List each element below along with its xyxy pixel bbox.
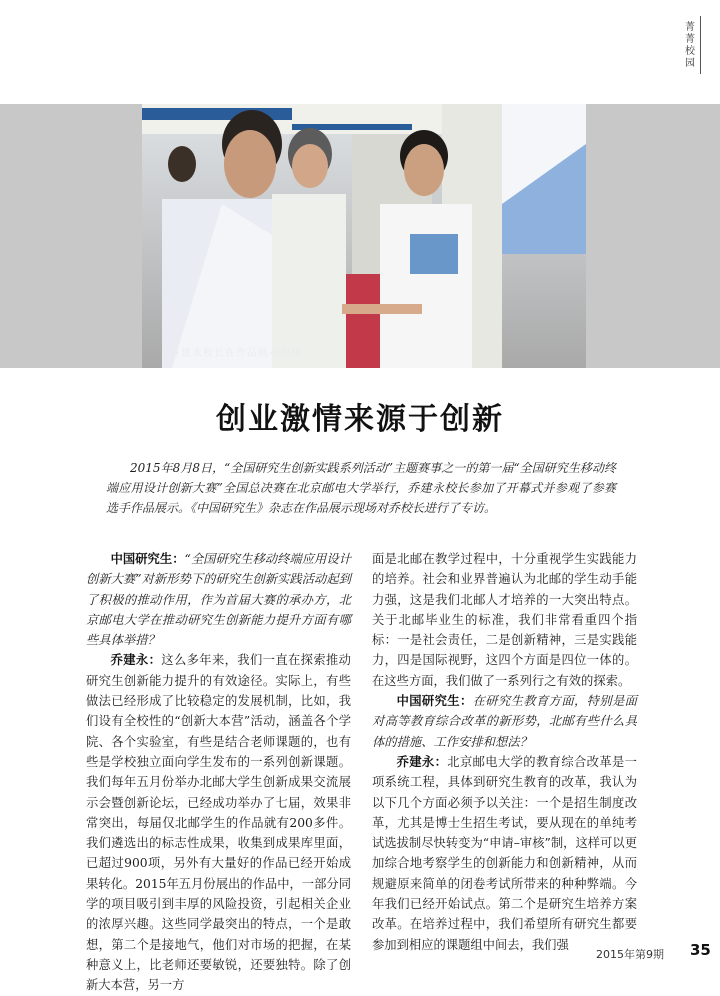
- section-tag: 菁菁校园: [685, 22, 695, 69]
- section-rule: [700, 16, 701, 74]
- photo-caption: 乔建永校长在作品展示现场: [170, 348, 302, 359]
- answer-1-speaker: 乔建永：: [110, 652, 162, 668]
- question-2-speaker: 中国研究生：: [396, 693, 473, 709]
- issue-label: 2015年第9期: [596, 948, 664, 961]
- exhibition-photo: [142, 104, 586, 368]
- answer-1: [86, 650, 351, 995]
- question-2: [372, 691, 637, 752]
- answer-1-text-left: 这么多年来，我们一直在探索推动研究生创新能力提升的有效途径。实际上，有些做法已经形成了比较稳定的发展机制，比如，我们设有全校性的“创新大本营”活动，涵盖各个学院、各个实验室，有些是结合老师课题的，也有些是学校独立面向学生发布的一系列创新课题。我们每年五月份举办北邮大学生创新成果交流展示会暨创新论坛，已经成功举办了七届，效果非常突出，每届仅北邮学生的作品就有200多件。我们遴选出的标志性成果，收集到成果库里面，已超过900项，另外有大量好的作品已经开始成果转化。2015年五月份展出的作品中，一部分同学的项目吸引到丰厚的风险投资，引起相关企业的浓厚兴趣。这些同学最突出的特点，一个是敢想，第二个是接地气，他们对市场的把握，在某种意义上，比老师还要敏锐，还要独特。除了创新大本营，另一方: [86, 653, 351, 993]
- text-column-left: [86, 549, 351, 996]
- answer-2-text: 北京邮电大学的教育综合改革是一项系统工程，具体到研究生教育的改革，我认为以下几个方面必须予以关注：一个是招生制度改革，尤其是博士生招生考试，要从现在的单纯考试选拔制尽快转变为“申请–审核”制，这样可以更加综合地考察学生的创新能力和创新精神，从而规避原来简单的闭卷考试所带来的种种弊端。今年我们已经开始试点。第二个是研究生培养方案改革。在培养过程中，我们希望所有研究生都要参加到相应的课题组中间去，我们强: [372, 754, 637, 952]
- answer-1-continued: 面是北邮在教学过程中，十分重视学生实践能力的培养。社会和业界普遍认为北邮的学生动手能力强，这是我们北邮人才培养的一大突出特点。关于北邮毕业生的标准，我们非常看重四个指标：一是社会责任，二是创新精神，三是实践能力，四是国际视野，这四个方面是四位一体的。在这些方面，我们做了一系列行之有效的探索。: [372, 552, 637, 688]
- question-1-speaker: 中国研究生：: [110, 551, 185, 566]
- answer-2: [372, 752, 637, 955]
- article-lead: 2015年8月8日，“全国研究生创新实践系列活动”主题赛事之一的第一届“全国研究生移动终端应用设计创新大赛”全国总决赛在北京邮电大学举行，乔建永校长参加了开幕式并参观了参赛选手作品展示。《中国研究生》杂志在作品展示现场对乔校长进行了专访。: [106, 461, 616, 515]
- question-2-text: 在研究生教育方面，特别是面对高等教育综合改革的新形势，北邮有些什么具体的措施、工作安排和想法？: [372, 694, 637, 749]
- article-title: 创业激情来源于创新: [216, 402, 504, 437]
- question-1-text: “全国研究生移动终端应用设计创新大赛”对新形势下的研究生创新实践活动起到了积极的推动作用，作为首届大赛的承办方，北京邮电大学在推动研究生创新能力提升方面有哪些具体举措？: [86, 552, 351, 648]
- answer-2-speaker: 乔建永：: [396, 753, 448, 769]
- page-number: 35: [690, 941, 711, 959]
- question-1: [86, 549, 351, 650]
- text-column-right: [372, 549, 637, 955]
- article-photo: [142, 104, 586, 368]
